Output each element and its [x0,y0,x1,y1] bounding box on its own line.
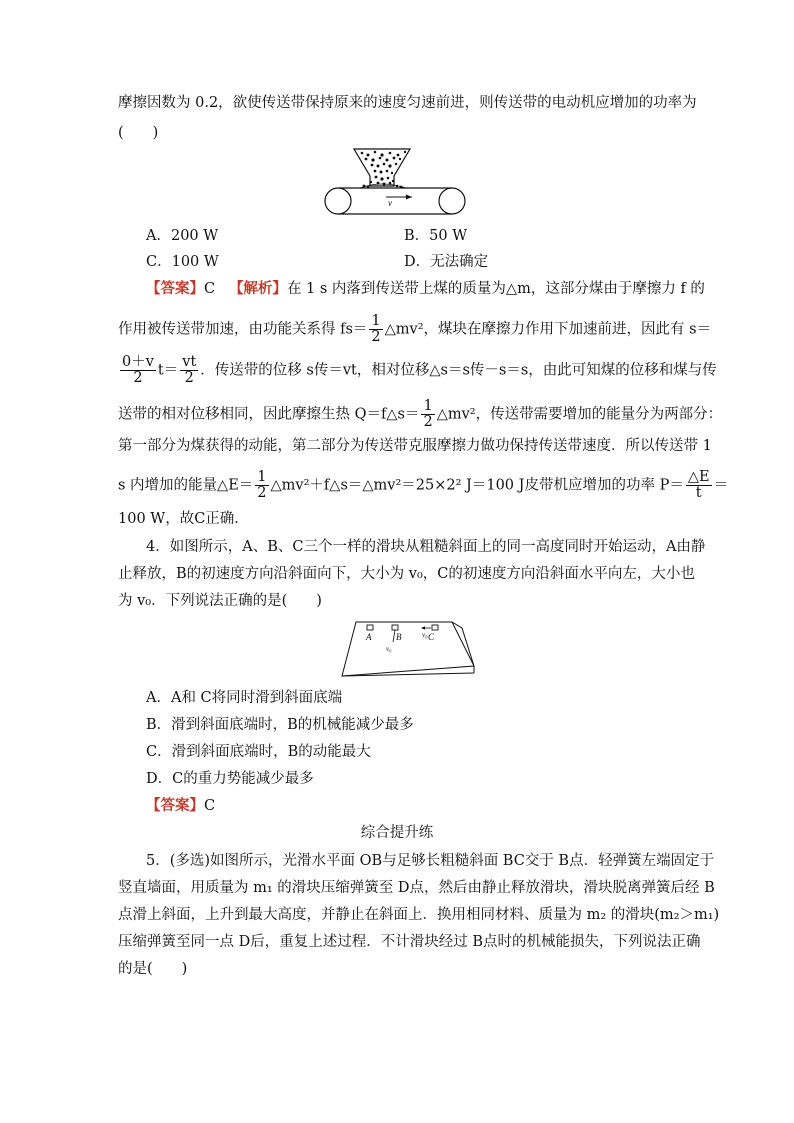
option-d: D．C的重力势能减少最多 [146,771,314,787]
fraction [421,399,434,430]
analysis-tag: 【解析】 [228,280,287,297]
option-b: B．滑到斜面底端时，B的机械能减少最多 [146,717,414,733]
question-text-line: 4．如图所示，A、B、C三个一样的滑块从粗糙斜面上的同一高度同时开始运动，A由静 [146,539,706,555]
solution-text: ＝ [713,477,729,494]
option-a: A．200 W [146,228,219,244]
question-text-line: 止释放，B的初速度方向沿斜面向下，大小为 v₀，C的初速度方向沿斜面水平向左，大小也 [118,566,695,582]
fraction-numerator: 1 [371,313,381,329]
velocity-b-label: v₀ [386,645,392,653]
block-a-label: A [366,632,372,642]
fraction [120,355,156,386]
solution-line [118,355,717,386]
solution-text: △mv²＋f△s＝△mv²＝25×2² J＝100 J皮带机应增加的功率 P＝ [270,477,684,494]
velocity-c-label: v₀ [422,631,428,639]
incline-figure [342,618,476,680]
solution-text: ．传送带的位移 s传＝vt，相对位移△s＝s传－s＝s，由此可知煤的位移和煤与传 [200,362,717,379]
conveyor-belt-figure [320,146,470,218]
fraction [255,470,268,501]
solution-text: s 内增加的能量△E＝ [118,477,254,494]
solution-text: 送带的相对位移相同，因此摩擦生热 Q＝f△s＝ [118,406,420,423]
fraction-denominator: 2 [423,414,433,430]
solution-line [118,314,711,345]
answer-line [146,796,215,816]
block-b-label: B [396,632,402,642]
fraction-denominator: 2 [257,485,267,501]
section-title: 综合提升练 [360,825,434,841]
block-c-label: C [428,632,435,642]
solution-text: △mv²，传送带需要增加的能量分为两部分： [436,406,723,423]
question-text-line: 的是( ) [118,961,188,977]
solution-text: △mv²，煤块在摩擦力作用下加速前进，因此有 s＝ [384,321,712,338]
fraction [369,314,382,345]
solution-line [118,399,722,430]
option-c: C．滑到斜面底端时，B的动能最大 [146,744,371,760]
solution-line: 100 W，故C正确． [118,511,249,527]
fraction-denominator: 2 [371,329,381,345]
question-text-line: 5．(多选)如图所示，光滑水平面 OB与足够长粗糙斜面 BC交于 B点．轻弹簧左端固定于 [146,853,715,869]
analysis-text: 在 1 s 内落到传送带上煤的质量为△m，这部分煤由于摩擦力 f 的 [286,281,705,297]
answer-letter: C [204,798,216,814]
question-text-line: 压缩弹簧至同一点 D后，重复上述过程．不计滑块经过 B点时的机械能损失，下列说法正确 [118,934,701,950]
fraction-numerator: 1 [257,469,267,485]
fraction-denominator: t [695,485,702,501]
solution-line: 第一部分为煤获得的动能，第二部分为传送带克服摩擦力做功保持传送带速度．所以传送带 1 [118,438,712,454]
question-text-line: 为 v₀．下列说法正确的是( ) [118,593,322,609]
solution-line [146,279,705,299]
fraction-denominator: 2 [133,370,143,386]
option-b: B．50 W [404,228,468,244]
answer-letter: C [204,281,216,297]
fraction-denominator: 2 [184,370,194,386]
velocity-label: v [388,198,392,208]
option-c: C．100 W [146,254,219,270]
fraction-numerator: △E [687,469,710,485]
fraction-numerator: 0＋v [122,354,154,370]
fraction [180,355,198,386]
fraction-numerator: 1 [423,398,433,414]
fraction [686,470,712,501]
fraction-numerator: vt [182,354,197,370]
answer-bracket: ( ) [118,125,159,141]
question-text-line: 点滑上斜面，上升到最大高度，并静止在斜面上．换用相同材料、质量为 m₂ 的滑块(m₂＞m₁) [118,907,720,923]
answer-tag: 【答案】 [146,280,204,297]
solution-text: t＝ [157,362,179,379]
question-text-line: 摩擦因数为 0.2，欲使传送带保持原来的速度匀速前进，则传送带的电动机应增加的功率为 [118,95,697,111]
answer-tag: 【答案】 [146,797,204,814]
question-text-line: 竖直墙面，用质量为 m₁ 的滑块压缩弹簧至 D点，然后由静止释放滑块，滑块脱离弹簧后经 B [118,880,715,896]
solution-line [118,470,728,501]
option-a: A．A和 C将同时滑到斜面底端 [146,690,343,706]
solution-text: 作用被传送带加速，由功能关系得 fs＝ [118,321,368,338]
option-d: D．无法确定 [404,254,489,270]
